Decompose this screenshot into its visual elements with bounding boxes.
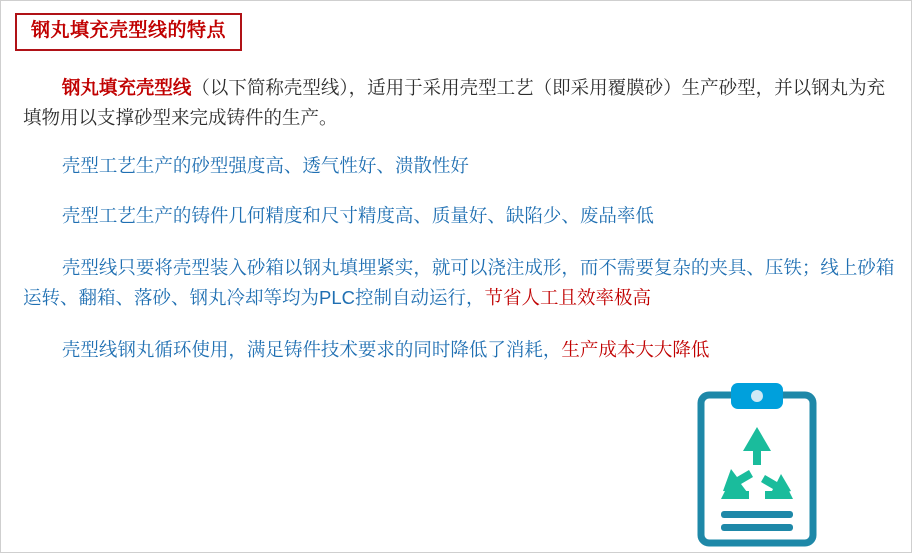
clipboard-recycle-icon bbox=[691, 379, 823, 547]
page-title: 钢丸填充壳型线的特点 bbox=[31, 20, 227, 41]
paragraph-1-rest: （以下简称壳型线），适用于采用壳型工艺（即采用覆膜砂）生产砂型，并以钢丸为充填物用以支撑砂型来完成铸件的生产。 bbox=[23, 77, 886, 128]
paragraph-3 bbox=[23, 201, 895, 231]
paragraph-1 bbox=[23, 73, 895, 133]
title-box bbox=[15, 13, 242, 51]
paragraph-2-text: 壳型工艺生产的砂型强度高、透气性好、溃散性好 bbox=[61, 154, 469, 176]
paragraph-5 bbox=[23, 335, 713, 365]
paragraph-4-highlight: 节省人工且效率极高 bbox=[484, 286, 652, 308]
paragraph-4 bbox=[23, 253, 895, 313]
paragraph-5-highlight: 生产成本大大降低 bbox=[561, 338, 710, 360]
paragraph-5-text: 壳型线钢丸循环使用，满足铸件技术要求的同时降低了消耗， bbox=[61, 338, 562, 360]
paragraph-4-text: 壳型线只要将壳型装入砂箱以钢丸填埋紧实，就可以浇注成形，而不需要复杂的夹具、压铁；线上砂箱运转、翻箱、落砂、钢丸冷却等均为PLC控制自动运行， bbox=[23, 256, 895, 308]
paragraph-3-text: 壳型工艺生产的铸件几何精度和尺寸精度高、质量好、缺陷少、废品率低 bbox=[61, 204, 654, 226]
slide-canvas bbox=[1, 1, 911, 552]
paragraph-2 bbox=[23, 151, 895, 181]
slide-body bbox=[23, 73, 895, 365]
paragraph-1-lead: 钢丸填充壳型线 bbox=[61, 77, 192, 98]
